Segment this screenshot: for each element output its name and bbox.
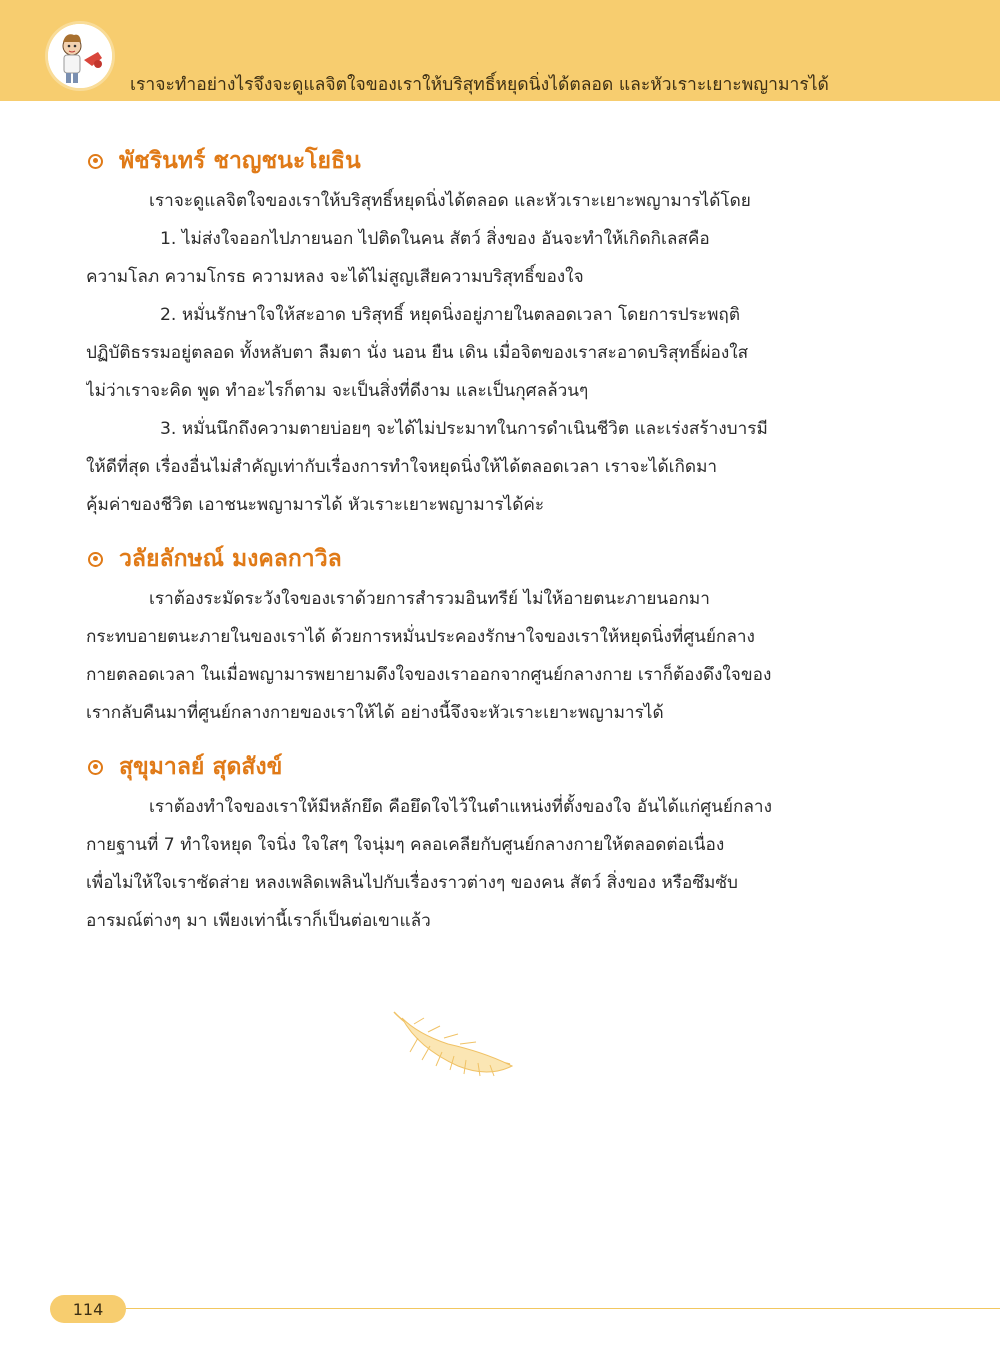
text-line: เราต้องทำใจของเราให้มีหลักยึด คือยึดใจไว้ในตำแหน่งที่ตั้งของใจ อันได้แก่ศูนย์กลาง [149,797,772,817]
section-body [86,182,858,524]
text-line: ไม่ว่าเราจะคิด พูด ทำอะไรก็ตาม จะเป็นสิ่งที่ดีงาม และเป็นกุศลล้วนๆ [86,381,589,401]
text-line: อารมณ์ต่างๆ มา เพียงเท่านี้เราก็เป็นต่อเขาแล้ว [86,911,431,931]
bullet-icon [88,154,103,169]
footer-rule [120,1308,1000,1309]
text-line: ให้ดีที่สุด เรื่องอื่นไม่สำคัญเท่ากับเรื่องการทำใจหยุดนิ่งให้ได้ตลอดเวลา เราจะได้เกิดมา [86,457,718,477]
section-heading [86,746,858,788]
section-body [86,788,858,940]
text-line: กายตลอดเวลา ในเมื่อพญามารพยายามดึงใจของเราออกจากศูนย์กลางกาย เราก็ต้องดึงใจของ [86,665,772,685]
section-patcharin [86,140,858,524]
text-line: ปฏิบัติธรรมอยู่ตลอด ทั้งหลับตา ลืมตา นั่ง นอน ยืน เดิน เมื่อจิตของเราสะอาดบริสุทธิ์ผ่องใส [86,343,749,363]
section-name: วลัยลักษณ์ มงคลกาวิล [119,546,342,572]
text-line: ความโลภ ความโกรธ ความหลง จะได้ไม่สูญเสียความบริสุทธิ์ของใจ [86,267,584,287]
page-number: 114 [50,1295,126,1323]
text-line: กระทบอายตนะภายในของเราได้ ด้วยการหมั่นประคองรักษาใจของเราให้หยุดนิ่งที่ศูนย์กลาง [86,627,755,647]
section-heading [86,140,858,182]
bullet-icon [88,760,103,775]
text-line: เราต้องระมัดระวังใจของเราด้วยการสำรวมอินทรีย์ ไม่ให้อายตนะภายนอกมา [149,589,710,609]
content [86,140,858,954]
text-line: เราจะดูแลจิตใจของเราให้บริสุทธิ์หยุดนิ่งได้ตลอด และหัวเราะเยาะพญามารได้โดย [149,191,751,211]
text-line: 3. หมั่นนึกถึงความตายบ่อยๆ จะได้ไม่ประมาทในการดำเนินชีวิต และเร่งสร้างบารมี [160,419,768,439]
section-body [86,580,858,732]
section-name: พัชรินทร์ ชาญชนะโยธิน [119,148,361,174]
text-line: 2. หมั่นรักษาใจให้สะอาด บริสุทธิ์ หยุดนิ่งอยู่ภายในตลอดเวลา โดยการประพฤติ [160,305,740,325]
cartoon-child-illustration [48,24,112,88]
section-walailak [86,538,858,732]
text-line: 1. ไม่ส่งใจออกไปภายนอก ไปติดในคน สัตว์ สิ่งของ อันจะทำให้เกิดกิเลสคือ [160,229,710,249]
header-title: เราจะทำอย่างไรจึงจะดูแลจิตใจของเราให้บริสุทธิ์หยุดนิ่งได้ตลอด และหัวเราะเยาะพญามารได้ [130,75,829,95]
text-line: เรากลับคืนมาที่ศูนย์กลางกายของเราให้ได้ อย่างนี้จึงจะหัวเราะเยาะพญามารได้ [86,703,664,723]
section-name: สุขุมาลย์ สุดสังข์ [119,754,283,780]
bullet-icon [88,552,103,567]
feather-ornament-icon [388,1008,518,1088]
text-line: กายฐานที่ 7 ทำใจหยุด ใจนิ่ง ใจใสๆ ใจนุ่มๆ คลอเคลียกับศูนย์กลางกายให้ตลอดต่อเนื่อง [86,835,725,855]
text-line: คุ้มค่าของชีวิต เอาชนะพญามารได้ หัวเราะเยาะพญามารได้ค่ะ [86,495,545,515]
text-line: เพื่อไม่ให้ใจเราซัดส่าย หลงเพลิดเพลินไปกับเรื่องราวต่างๆ ของคน สัตว์ สิ่งของ หรือซึมซับ [86,873,738,893]
section-sukhumal [86,746,858,940]
section-heading [86,538,858,580]
